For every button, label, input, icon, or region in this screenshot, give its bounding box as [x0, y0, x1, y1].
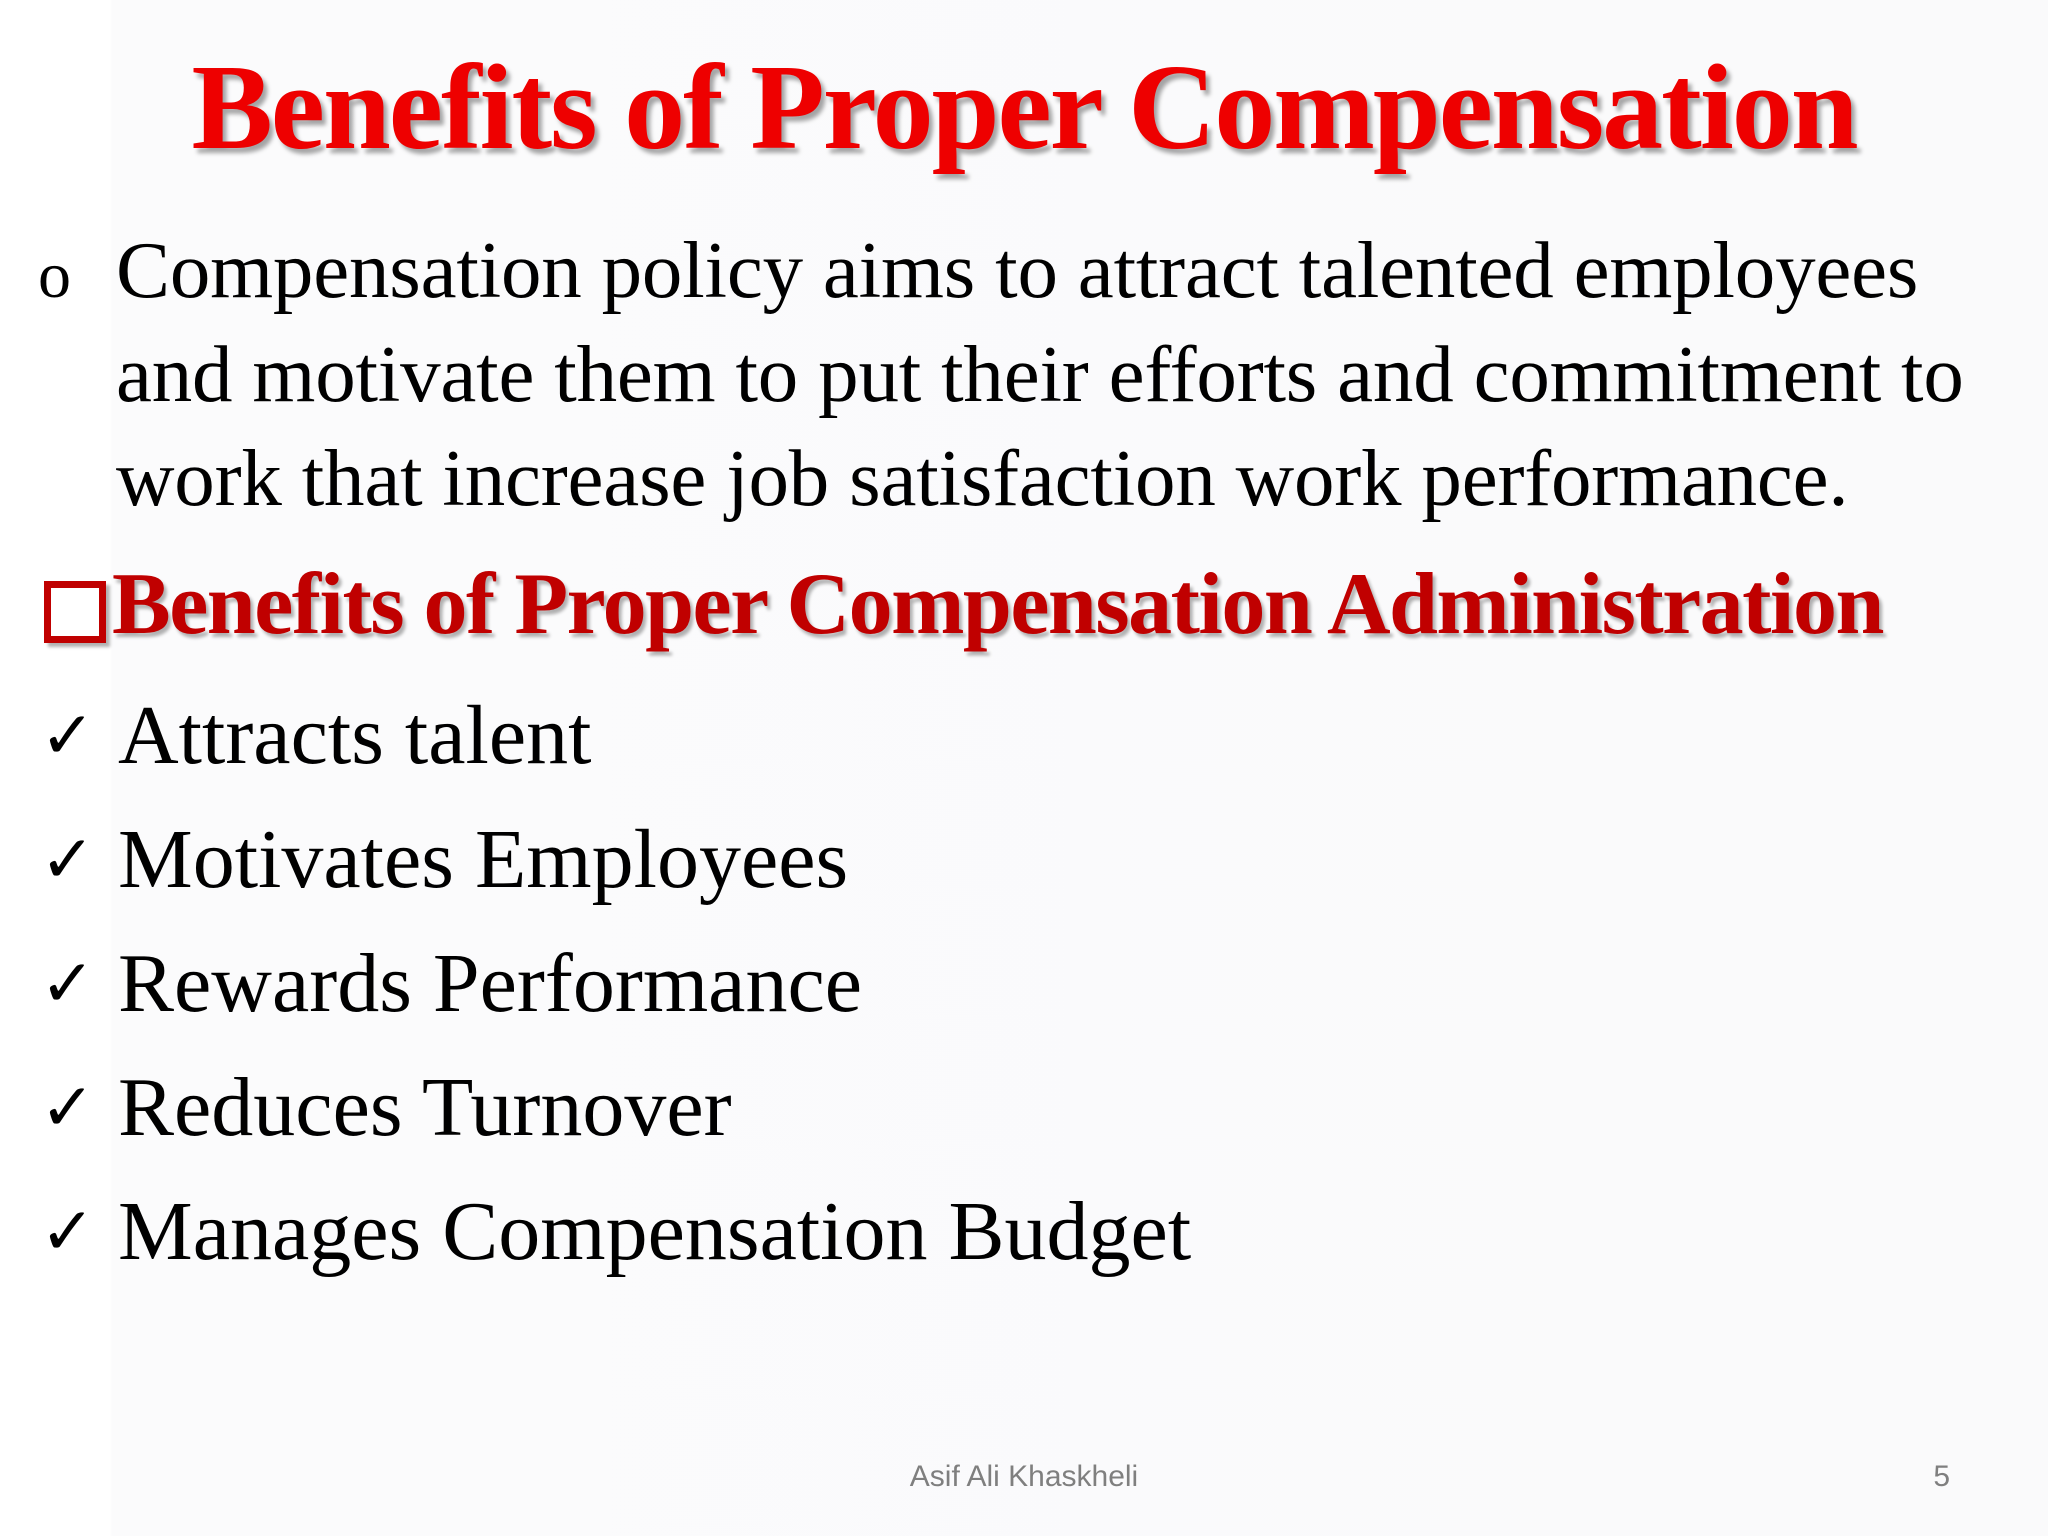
check-mark-icon: ✓ [40, 1193, 96, 1270]
checklist-item-text: Reduces Turnover [118, 1061, 732, 1154]
checklist-item [40, 1170, 1191, 1294]
hollow-circle-bullet-icon: o [38, 239, 71, 312]
check-mark-icon: ✓ [40, 1069, 96, 1146]
square-checkbox-icon [44, 581, 106, 643]
checklist-item [40, 798, 1191, 922]
page-number: 5 [1933, 1460, 1950, 1493]
subheading-text: Benefits of Proper Compensation Administration [112, 556, 1883, 653]
checklist-item-text: Manages Compensation Budget [118, 1185, 1192, 1278]
footer-author: Asif Ali Khaskheli [909, 1460, 1139, 1493]
slide-title: Benefits of Proper Compensation [191, 40, 1857, 175]
checklist-item-text: Motivates Employees [118, 813, 849, 906]
checklist-item [40, 674, 1191, 798]
checklist-item [40, 1046, 1191, 1170]
checklist-item-text: Rewards Performance [118, 937, 863, 1030]
benefits-checklist [40, 674, 1191, 1294]
checklist-item [40, 922, 1191, 1046]
checklist-item-text: Attracts talent [118, 689, 592, 782]
subheading [44, 546, 1883, 664]
intro-text: Compensation policy aims to attract talented employees and motivate them to put their efforts and commitment to work that increase job satisfaction work performance. [116, 225, 1964, 523]
check-mark-icon: ✓ [40, 697, 96, 774]
check-mark-icon: ✓ [40, 945, 96, 1022]
intro-paragraph [38, 218, 2028, 530]
check-mark-icon: ✓ [40, 821, 96, 898]
